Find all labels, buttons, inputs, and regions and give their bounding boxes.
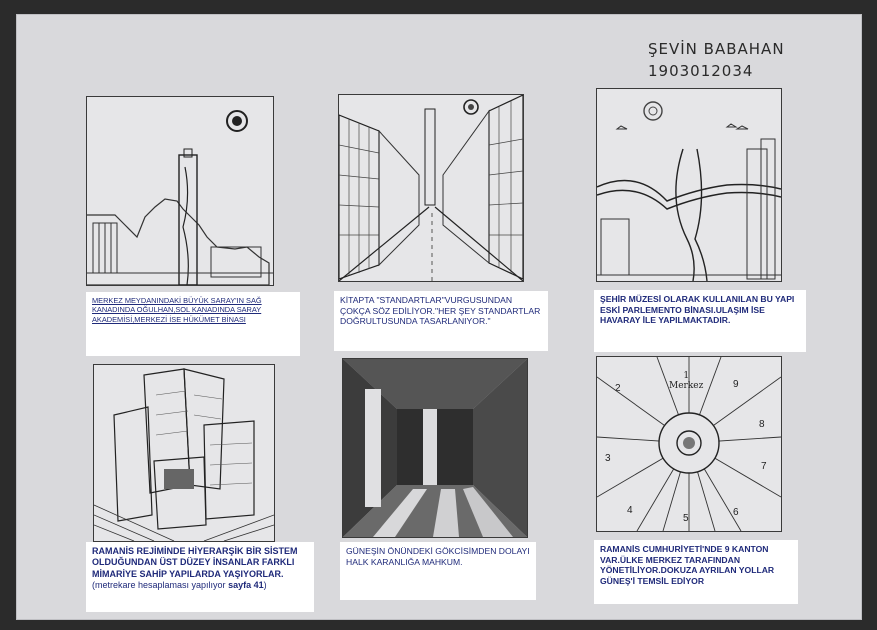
street-caption: KİTAPTA "STANDARTLAR"VURGUSUNDAN ÇOKÇA SÖZ EDİLİYOR."HER ŞEY STANDARTLAR DOĞRULTUSUNDA TASARLANIYOR." [334,291,548,351]
palace-sketch [86,96,274,286]
housing-page-ref: sayfa 41 [228,579,264,590]
street-sketch [338,94,524,282]
map-number-5: 5 [683,513,689,524]
canton-caption: RAMANİS CUMHURİYETİ'NDE 9 KANTON VAR.ÜLKE MERKEZ TARAFINDAN YÖNETİLİYOR.DOKUZA AYRILAN YOLLAR GÜNEŞ'İ TEMSİL EDİYOR [594,540,798,604]
map-number-9: 9 [733,379,739,390]
map-number-2: 2 [615,383,621,394]
canton-map-sketch [596,356,782,532]
student-number: 1903012034 [648,62,754,80]
museum-caption: ŞEHİR MÜZESİ OLARAK KULLANILAN BU YAPI ESKİ PARLEMENTO BİNASI.ULAŞIM İSE HAVARAY İLE YAPILMAKTADIR. [594,290,806,352]
map-number-7: 7 [761,461,767,472]
corridor-caption: GÜNEŞİN ÖNÜNDEKİ GÖKCİSİMDEN DOLAYI HALK KARANLIĞA MAHKUM. [340,542,536,600]
housing-caption-note: (metrekare hesaplaması yapılıyor [92,579,229,590]
map-number-3: 3 [605,453,611,464]
housing-caption [86,542,314,612]
corridor-sketch [342,358,528,538]
map-center-number: 1 [683,371,690,381]
map-number-8: 8 [759,419,765,430]
author-name: ŞEVİN BABAHAN [648,40,785,58]
palace-caption: MERKEZ MEYDANINDAKİ BÜYÜK SARAY'IN SAĞ KANADINDA OĞULHAN,SOL KANADINDA SARAY AKADEMİSİ,MERKEZİ İSE HÜKÜMET BİNASI [86,292,300,356]
housing-sketch [93,364,275,542]
map-center-label: Merkez [669,381,704,391]
museum-sketch [596,88,782,282]
housing-caption-end: ) [263,579,267,590]
map-number-6: 6 [733,507,739,518]
map-label-center [669,371,703,391]
housing-caption-text: RAMANİS REJİMİNDE HİYERARŞİK BİR SİSTEM OLDUĞUNDAN ÜST DÜZEY İNSANLAR FARKLI MİMARİYE SAHİP YAPILARDA YAŞIYORLAR. [92,546,298,579]
map-number-4: 4 [627,505,633,516]
